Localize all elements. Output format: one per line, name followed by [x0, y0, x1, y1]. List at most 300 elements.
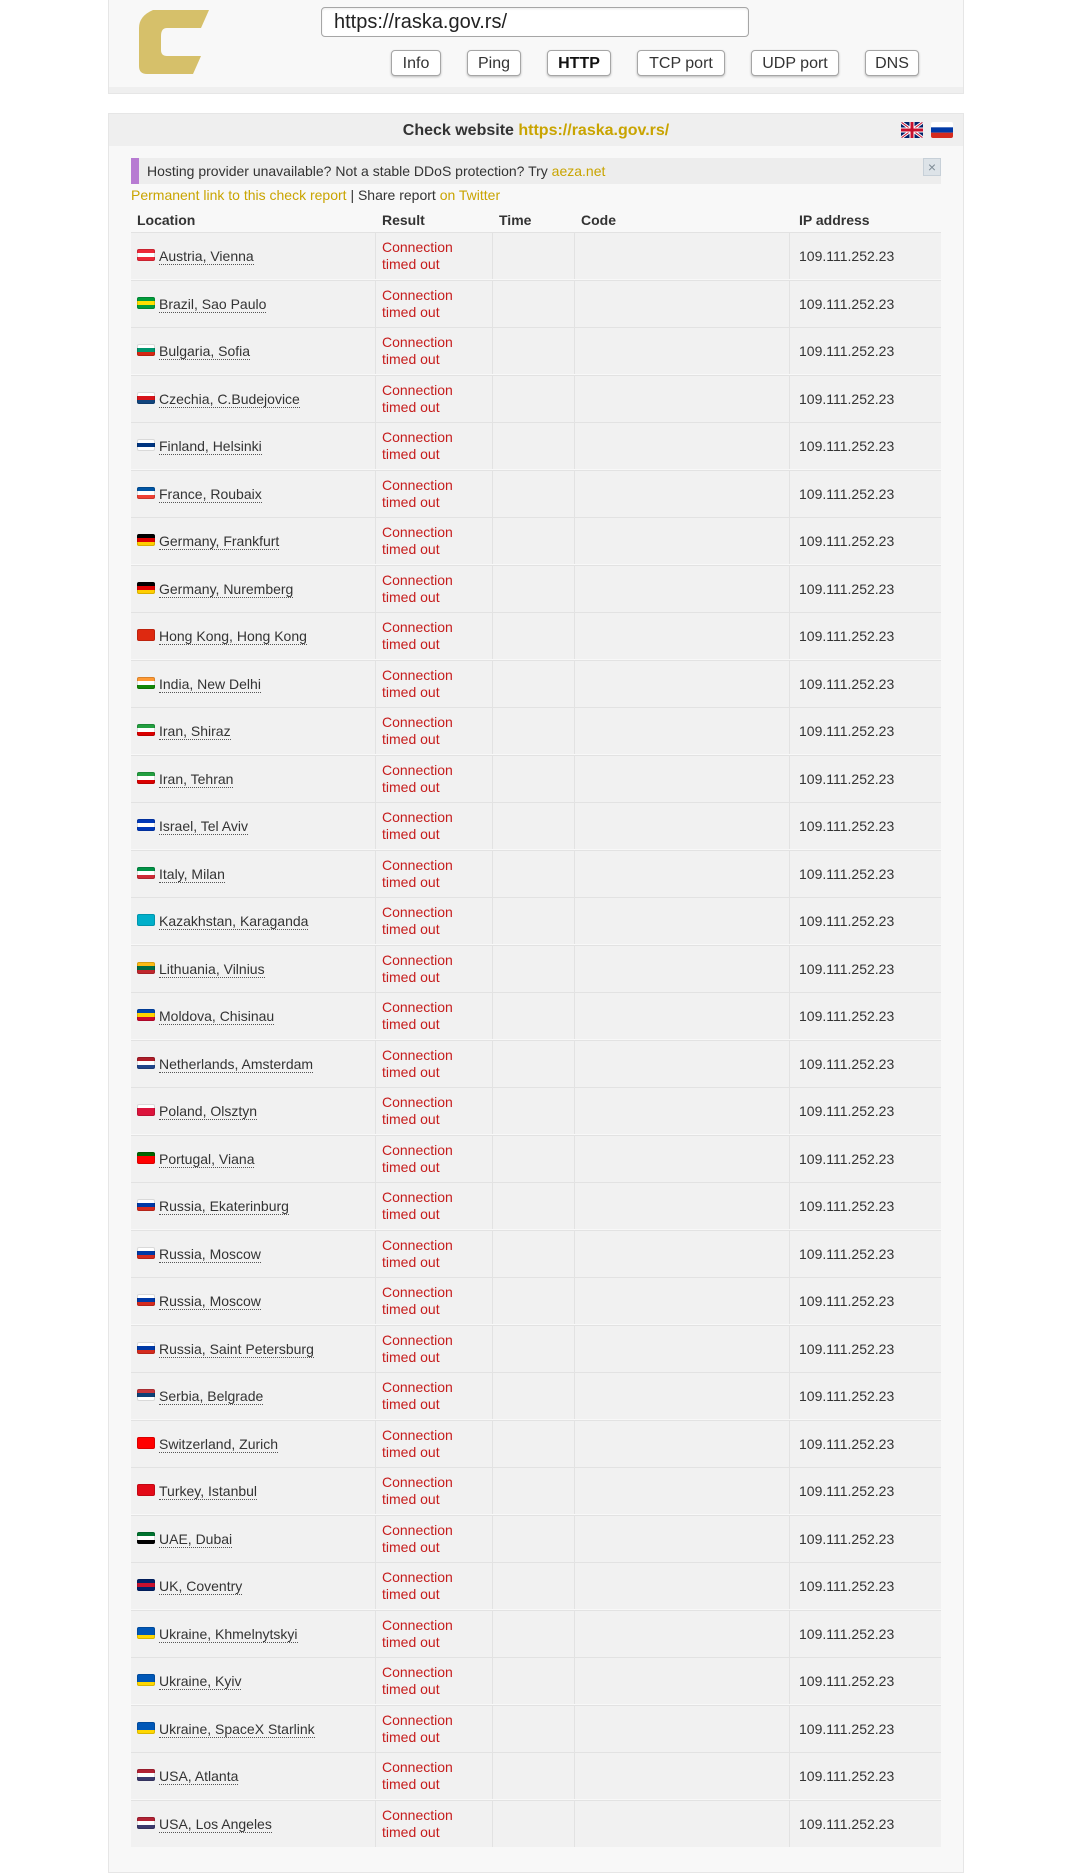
result-text: Connection: [382, 904, 453, 920]
column-separator: [789, 1041, 790, 1087]
ip-address-cell: 109.111.252.23: [799, 1103, 895, 1119]
column-separator: [574, 376, 575, 422]
column-separator: [375, 1041, 376, 1087]
column-separator: [789, 1088, 790, 1134]
country-flag-icon: [137, 1152, 155, 1164]
location-cell: [137, 1198, 289, 1214]
column-separator: [492, 898, 493, 944]
column-separator: [492, 1136, 493, 1182]
result-text: Connection: [382, 1711, 453, 1728]
country-flag-icon: [137, 249, 155, 261]
column-separator: [492, 1373, 493, 1419]
result-text: timed out: [382, 541, 440, 557]
column-separator: [375, 1516, 376, 1562]
table-row: [131, 1420, 941, 1467]
column-separator: [574, 518, 575, 564]
result-text: Connection: [382, 1331, 453, 1348]
result-text: timed out: [382, 1063, 440, 1080]
column-separator: [492, 1658, 493, 1704]
result-text: timed out: [382, 351, 440, 367]
result-text: timed out: [382, 1348, 440, 1365]
column-separator: [375, 756, 376, 802]
column-separator: [492, 1611, 493, 1657]
table-row: [131, 992, 941, 1039]
result-text: timed out: [382, 588, 440, 605]
location-link[interactable]: Bulgaria, Sofia: [159, 343, 251, 359]
column-separator: [375, 281, 376, 327]
location-link[interactable]: Israel, Tel Aviv: [159, 818, 248, 834]
ip-address-cell: 109.111.252.23: [799, 1198, 895, 1214]
column-separator: [789, 1706, 790, 1752]
close-icon[interactable]: ×: [923, 158, 941, 176]
result-text: timed out: [382, 1443, 440, 1460]
location-link[interactable]: Netherlands, Amsterdam: [159, 1055, 314, 1072]
table-row: [131, 1087, 941, 1134]
location-link[interactable]: France, Roubaix: [159, 485, 262, 502]
column-separator: [492, 1421, 493, 1467]
udp-port-button[interactable]: UDP port: [751, 50, 839, 76]
result-text: timed out: [382, 1253, 440, 1270]
result-cell: [382, 287, 453, 321]
location-link[interactable]: Iran, Tehran: [159, 770, 234, 787]
country-flag-icon: [137, 487, 155, 499]
result-text: Connection: [382, 1094, 453, 1110]
ip-address-cell: 109.111.252.23: [799, 818, 895, 834]
country-flag-icon: [137, 344, 155, 356]
location-cell: [137, 1341, 314, 1357]
table-row: [131, 755, 941, 802]
ip-address-cell: 109.111.252.23: [799, 343, 895, 359]
column-separator: [789, 1278, 790, 1324]
location-link[interactable]: Germany, Frankfurt: [159, 533, 280, 549]
result-text: timed out: [382, 256, 440, 272]
result-cell: [382, 762, 453, 796]
result-cell: [382, 1237, 453, 1271]
result-text: Connection: [382, 999, 453, 1015]
location-link[interactable]: Brazil, Sao Paulo: [159, 295, 267, 312]
result-text: Connection: [382, 761, 453, 778]
location-cell: [137, 1293, 261, 1309]
location-cell: [137, 1008, 274, 1024]
result-text: Connection: [382, 714, 453, 730]
location-link[interactable]: Turkey, Istanbul: [159, 1483, 258, 1499]
uk-flag-icon[interactable]: [901, 122, 923, 138]
column-separator: [574, 1136, 575, 1182]
column-separator: [375, 1373, 376, 1419]
column-separator: [574, 1373, 575, 1419]
table-row: [131, 850, 941, 897]
ip-address-cell: 109.111.252.23: [799, 438, 895, 454]
location-link[interactable]: Ukraine, SpaceX Starlink: [159, 1720, 315, 1737]
ip-address-cell: 109.111.252.23: [799, 1578, 895, 1594]
result-text: timed out: [382, 1158, 440, 1175]
result-cell: [382, 477, 453, 511]
table-row: [131, 1562, 941, 1609]
ip-address-cell: 109.111.252.23: [799, 770, 895, 787]
table-row: [131, 802, 941, 849]
result-text: Connection: [382, 1426, 453, 1443]
location-cell: [137, 1626, 298, 1642]
ip-address-cell: 109.111.252.23: [799, 628, 895, 644]
location-link[interactable]: Russia, Saint Petersburg: [159, 1340, 314, 1357]
result-text: Connection: [382, 1806, 453, 1823]
result-cell: [382, 952, 453, 986]
promo-banner: [131, 158, 941, 184]
result-cell: [382, 239, 453, 273]
column-separator: [574, 613, 575, 659]
location-link[interactable]: Moldova, Chisinau: [159, 1008, 275, 1024]
ip-address-cell: 109.111.252.23: [799, 1340, 895, 1357]
location-cell: [137, 1151, 254, 1167]
column-separator: [375, 328, 376, 374]
table-row: [131, 1467, 941, 1514]
column-separator: [789, 1611, 790, 1657]
country-flag-icon: [137, 1674, 155, 1686]
country-flag-icon: [137, 819, 155, 831]
country-flag-icon: [137, 1247, 155, 1259]
country-flag-icon: [137, 1579, 155, 1591]
column-separator: [375, 1183, 376, 1229]
location-link[interactable]: Iran, Shiraz: [159, 723, 231, 739]
column-separator: [789, 1136, 790, 1182]
result-text: timed out: [382, 1633, 440, 1650]
column-separator: [375, 1231, 376, 1277]
location-cell: [137, 391, 300, 407]
result-text: Connection: [382, 429, 453, 445]
promo-link[interactable]: aeza.net: [551, 163, 606, 179]
column-separator: [492, 281, 493, 327]
location-link[interactable]: India, New Delhi: [159, 675, 261, 692]
ip-address-cell: 109.111.252.23: [799, 1530, 895, 1547]
location-cell: [137, 1816, 272, 1832]
results-table-header: [131, 208, 941, 232]
ip-address-cell: 109.111.252.23: [799, 1768, 895, 1784]
column-separator: [492, 661, 493, 707]
share-report-label: Share report: [357, 187, 436, 203]
ip-address-cell: 109.111.252.23: [799, 1625, 895, 1642]
result-text: timed out: [382, 1206, 440, 1222]
result-text: timed out: [382, 493, 440, 510]
result-text: Connection: [382, 1569, 453, 1585]
location-cell: [137, 723, 231, 739]
location-cell: [137, 1673, 241, 1689]
location-link[interactable]: Finland, Helsinki: [159, 438, 262, 454]
country-flag-icon: [137, 1532, 155, 1544]
column-separator: [574, 1516, 575, 1562]
result-cell: [382, 1807, 453, 1841]
column-separator: [789, 281, 790, 327]
column-separator: [574, 1468, 575, 1514]
column-separator: [789, 613, 790, 659]
result-text: timed out: [382, 826, 440, 842]
column-separator: [574, 661, 575, 707]
header-result: Result: [382, 212, 425, 228]
column-separator: [492, 566, 493, 612]
result-text: Connection: [382, 1664, 453, 1680]
tcp-port-button[interactable]: TCP port: [637, 50, 725, 76]
column-separator: [492, 708, 493, 754]
column-separator: [789, 423, 790, 469]
column-separator: [574, 281, 575, 327]
table-row: [131, 1515, 941, 1562]
table-row: [131, 327, 941, 374]
table-row: [131, 1230, 941, 1277]
result-text: Connection: [382, 666, 453, 683]
location-link[interactable]: Italy, Milan: [159, 865, 225, 882]
country-flag-icon: [137, 1722, 155, 1734]
column-separator: [789, 1183, 790, 1229]
ip-address-cell: 109.111.252.23: [799, 960, 895, 977]
column-separator: [574, 328, 575, 374]
column-separator: [789, 946, 790, 992]
column-separator: [492, 376, 493, 422]
result-text: timed out: [382, 1538, 440, 1555]
location-link[interactable]: Switzerland, Zurich: [159, 1435, 279, 1452]
location-link[interactable]: Germany, Nuremberg: [159, 580, 294, 597]
ip-address-cell: 109.111.252.23: [799, 1388, 895, 1404]
column-separator: [789, 708, 790, 754]
result-cell: [382, 809, 453, 843]
country-flag-icon: [137, 772, 155, 784]
country-flag-icon: [137, 1057, 155, 1069]
column-separator: [492, 803, 493, 849]
header-time: Time: [499, 212, 532, 228]
location-link[interactable]: Czechia, C.Budejovice: [159, 390, 300, 407]
country-flag-icon: [137, 677, 155, 689]
column-separator: [574, 1658, 575, 1704]
table-row: [131, 1182, 941, 1229]
country-flag-icon: [137, 1817, 155, 1829]
result-text: Connection: [382, 856, 453, 873]
column-separator: [789, 1516, 790, 1562]
location-cell: [137, 1768, 238, 1784]
location-link[interactable]: Ukraine, Kyiv: [159, 1673, 242, 1689]
column-separator: [375, 708, 376, 754]
column-separator: [574, 1563, 575, 1609]
permanent-link[interactable]: Permanent link to this check report: [131, 187, 347, 203]
column-separator: [492, 756, 493, 802]
result-text: Connection: [382, 809, 453, 825]
table-row: [131, 1135, 941, 1182]
ip-address-cell: 109.111.252.23: [799, 913, 895, 929]
table-row: [131, 612, 941, 659]
location-link[interactable]: Ukraine, Khmelnytskyi: [159, 1625, 298, 1642]
location-link[interactable]: Serbia, Belgrade: [159, 1388, 264, 1404]
column-separator: [789, 566, 790, 612]
result-text: Connection: [382, 239, 453, 255]
result-text: timed out: [382, 683, 440, 700]
column-separator: [574, 1278, 575, 1324]
result-cell: [382, 1047, 453, 1081]
column-separator: [574, 1231, 575, 1277]
column-separator: [492, 1088, 493, 1134]
result-text: Connection: [382, 381, 453, 398]
column-separator: [789, 1326, 790, 1372]
column-separator: [492, 1753, 493, 1799]
result-cell: [382, 1759, 453, 1793]
ip-address-cell: 109.111.252.23: [799, 1720, 895, 1737]
result-text: timed out: [382, 1681, 440, 1697]
column-separator: [492, 1706, 493, 1752]
country-flag-icon: [137, 724, 155, 736]
result-cell: [382, 1142, 453, 1176]
table-row: [131, 897, 941, 944]
column-separator: [574, 1611, 575, 1657]
column-separator: [574, 898, 575, 944]
result-text: timed out: [382, 921, 440, 937]
header-ip-address: IP address: [799, 212, 870, 228]
result-text: Connection: [382, 571, 453, 588]
result-text: Connection: [382, 1046, 453, 1063]
column-separator: [789, 756, 790, 802]
location-link[interactable]: Austria, Vienna: [159, 248, 254, 264]
result-text: Connection: [382, 1616, 453, 1633]
column-separator: [492, 518, 493, 564]
location-cell: [137, 1246, 261, 1262]
location-cell: [137, 771, 233, 787]
result-cell: [382, 429, 453, 463]
ip-address-cell: 109.111.252.23: [799, 675, 895, 692]
result-cell: [382, 667, 453, 701]
column-separator: [375, 946, 376, 992]
column-separator: [492, 946, 493, 992]
column-separator: [492, 1183, 493, 1229]
column-separator: [574, 1706, 575, 1752]
column-separator: [574, 1801, 575, 1847]
result-text: Connection: [382, 1141, 453, 1158]
location-link[interactable]: Portugal, Viana: [159, 1150, 255, 1167]
site-logo-icon[interactable]: [139, 10, 209, 74]
result-text: timed out: [382, 1776, 440, 1792]
location-link[interactable]: UAE, Dubai: [159, 1530, 233, 1547]
result-cell: [382, 1094, 453, 1128]
column-separator: [574, 1421, 575, 1467]
column-separator: [789, 471, 790, 517]
dns-button[interactable]: DNS: [865, 50, 919, 76]
share-twitter-link[interactable]: on Twitter: [439, 187, 501, 203]
url-input[interactable]: [321, 7, 749, 37]
column-separator: [789, 518, 790, 564]
result-text: Connection: [382, 476, 453, 493]
location-link[interactable]: Kazakhstan, Karaganda: [159, 913, 309, 929]
location-cell: [137, 961, 265, 977]
column-separator: [375, 1563, 376, 1609]
country-flag-icon: [137, 392, 155, 404]
result-text: Connection: [382, 1236, 453, 1253]
column-separator: [375, 1658, 376, 1704]
country-flag-icon: [137, 1389, 155, 1401]
location-link[interactable]: Poland, Olsztyn: [159, 1103, 258, 1119]
location-cell: [137, 818, 248, 834]
result-text: timed out: [382, 778, 440, 795]
result-text: Connection: [382, 334, 453, 350]
promo-message: Hosting provider unavailable? Not a stable DDoS protection? Try: [147, 163, 548, 179]
ip-address-cell: 109.111.252.23: [799, 533, 895, 549]
ip-address-cell: 109.111.252.23: [799, 1483, 895, 1499]
column-separator: [375, 1468, 376, 1514]
column-separator: [375, 993, 376, 1039]
result-cell: [382, 572, 453, 606]
column-separator: [574, 1088, 575, 1134]
location-link[interactable]: Russia, Moscow: [159, 1293, 261, 1309]
result-text: Connection: [382, 524, 453, 540]
http-button[interactable]: HTTP: [547, 50, 611, 76]
column-separator: [574, 471, 575, 517]
info-button[interactable]: Info: [391, 50, 441, 76]
result-cell: [382, 382, 453, 416]
location-cell: [137, 1103, 257, 1119]
column-separator: [375, 518, 376, 564]
result-cell: [382, 619, 453, 653]
country-flag-icon: [137, 962, 155, 974]
russia-flag-icon[interactable]: [931, 122, 953, 138]
country-flag-icon: [137, 1437, 155, 1449]
table-row: [131, 1657, 941, 1704]
column-separator: [789, 661, 790, 707]
location-link[interactable]: Russia, Ekaterinburg: [159, 1198, 289, 1214]
ip-address-cell: 109.111.252.23: [799, 1055, 895, 1072]
ip-address-cell: 109.111.252.23: [799, 723, 895, 739]
column-separator: [492, 1563, 493, 1609]
result-text: timed out: [382, 1111, 440, 1127]
table-row: [131, 707, 941, 754]
column-separator: [492, 1468, 493, 1514]
result-cell: [382, 1332, 453, 1366]
column-separator: [492, 1516, 493, 1562]
result-text: Connection: [382, 1521, 453, 1538]
column-separator: [375, 1088, 376, 1134]
column-separator: [574, 851, 575, 897]
column-separator: [574, 233, 575, 279]
result-text: Connection: [382, 1759, 453, 1775]
result-text: timed out: [382, 446, 440, 462]
location-link[interactable]: USA, Los Angeles: [159, 1815, 272, 1832]
location-cell: [137, 676, 261, 692]
ping-button[interactable]: Ping: [467, 50, 521, 76]
header-location: Location: [137, 212, 196, 228]
column-separator: [375, 851, 376, 897]
result-text: Connection: [382, 1379, 453, 1395]
result-text: timed out: [382, 303, 440, 320]
table-row: [131, 1325, 941, 1372]
column-separator: [492, 851, 493, 897]
column-separator: [789, 1801, 790, 1847]
result-text: timed out: [382, 1586, 440, 1602]
location-link[interactable]: Lithuania, Vilnius: [159, 960, 265, 977]
title-url-link[interactable]: https://raska.gov.rs/: [518, 122, 670, 139]
ip-address-cell: 109.111.252.23: [799, 1293, 895, 1309]
location-link[interactable]: Hong Kong, Hong Kong: [159, 628, 307, 644]
country-flag-icon: [137, 1769, 155, 1781]
location-cell: [137, 1056, 313, 1072]
results-panel: [108, 113, 964, 1873]
permalink-separator: |: [350, 187, 355, 203]
column-separator: [492, 993, 493, 1039]
location-link[interactable]: USA, Atlanta: [159, 1768, 239, 1784]
location-cell: [137, 913, 308, 929]
column-separator: [789, 233, 790, 279]
result-text: Connection: [382, 1474, 453, 1490]
location-link[interactable]: Russia, Moscow: [159, 1245, 261, 1262]
header-code: Code: [581, 212, 616, 228]
location-cell: [137, 296, 266, 312]
column-separator: [789, 1421, 790, 1467]
location-link[interactable]: UK, Coventry: [159, 1578, 243, 1594]
column-separator: [789, 1563, 790, 1609]
header-panel: [108, 0, 964, 94]
result-cell: [382, 857, 453, 891]
location-cell: [137, 1531, 232, 1547]
